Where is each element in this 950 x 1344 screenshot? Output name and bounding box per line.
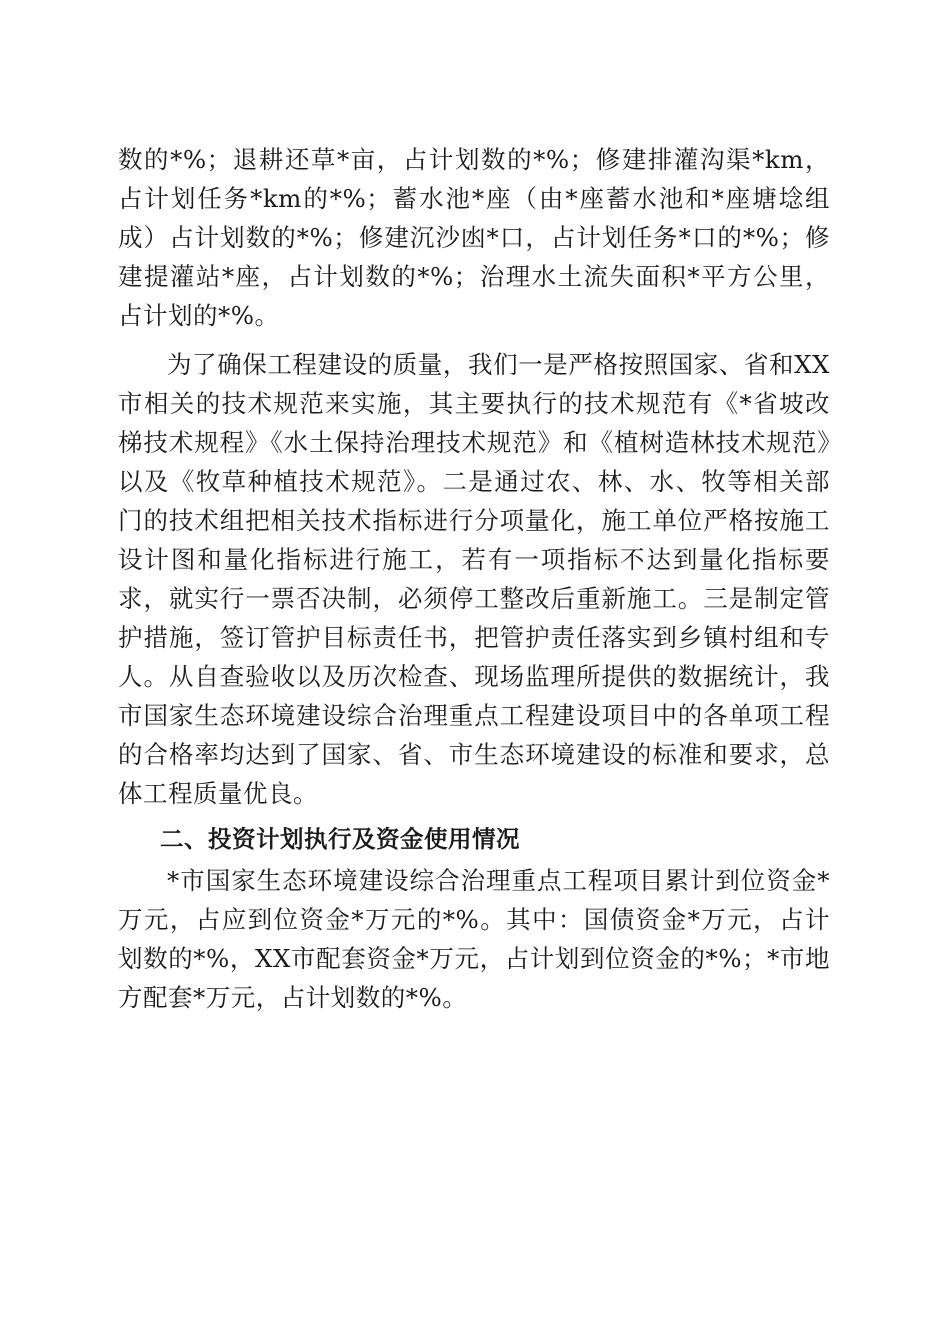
paragraph-continuation: 数的*%；退耕还草*亩，占计划数的*%；修建排灌沟渠*km，占计划任务*km的*%；蓄水池*座（由*座蓄水池和*座塘埝组成）占计划数的*%；修建沉沙凼*口，占计划任务*口的*%；修建提灌站*座，占计划数的*%；治理水土流失面积*平方公里，占计划的*%。 (118, 145, 830, 330)
section-heading-investment: 二、投资计划执行及资金使用情况 (160, 825, 520, 853)
document-page (118, 140, 830, 1017)
paragraph-funding: *市国家生态环境建设综合治理重点工程项目累计到位资金*万元，占应到位资金*万元的*%。其中：国债资金*万元，占计划数的*%，XX市配套资金*万元，占计划到位资金的*%；*市地方配套*万元，占计划数的*%。 (118, 866, 830, 1012)
paragraph-quality: 为了确保工程建设的质量，我们一是严格按照国家、省和XX市相关的技术规范来实施，其主要执行的技术规范有《*省坡改梯技术规程》《水土保持治理技术规范》和《植树造林技术规范》以及《牧草种植技术规范》。二是通过农、林、水、牧等相关部门的技术组把相关技术指标进行分项量化，施工单位严格按施工设计图和量化指标进行施工，若有一项指标不达到量化指标要求，就实行一票否决制，必须停工整改后重新施工。三是制定管护措施，签订管护目标责任书，把管护责任落实到乡镇村组和专人。从自查验收以及历次检查、现场监理所提供的数据统计，我市国家生态环境建设综合治理重点工程建设项目中的各单项工程的合格率均达到了国家、省、市生态环境建设的标准和要求，总体工程质量优良。 (118, 350, 830, 808)
